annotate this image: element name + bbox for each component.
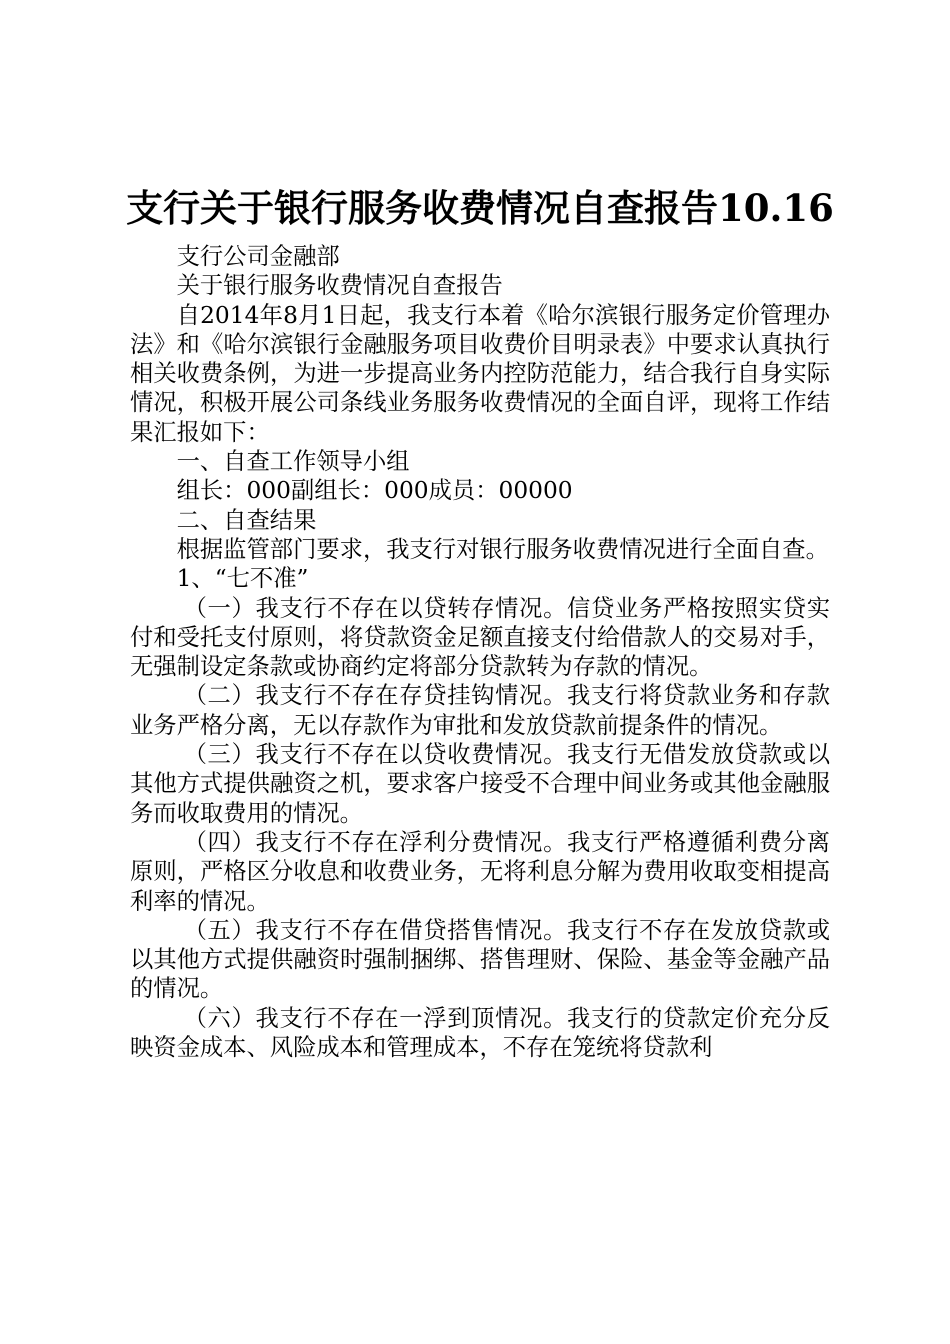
section-heading-1: 一、自查工作领导小组 <box>176 448 410 476</box>
results-intro: 根据监管部门要求，我支行对银行服务收费情况进行全面自查。 <box>176 535 829 563</box>
item-paragraph-5: （五）我支行不存在借贷搭售情况。我支行不存在发放贷款或以其他方式提供融资时强制捆绑、搭售理财、保险、基金等金融产品的情况。 <box>130 916 830 1003</box>
team-members: 组长：000副组长：000成员：00000 <box>176 477 573 505</box>
item-paragraph-4: （四）我支行不存在浮利分费情况。我支行严格遵循利费分离原则，严格区分收息和收费业务，无将利息分解为费用收取变相提高利率的情况。 <box>130 828 830 915</box>
document-title: 支行关于银行服务收费情况自查报告10.16 <box>126 186 834 230</box>
item-paragraph-3: （三）我支行不存在以贷收费情况。我支行无借发放贷款或以其他方式提供融资之机，要求客户接受不合理中间业务或其他金融服务而收取费用的情况。 <box>130 741 830 827</box>
section-heading-2: 二、自查结果 <box>176 506 317 534</box>
item-paragraph-6: （六）我支行不存在一浮到顶情况。我支行的贷款定价充分反映资金成本、风险成本和管理成本，不存在笼统将贷款利 <box>130 1004 830 1062</box>
item-paragraph-2: （二）我支行不存在存贷挂钩情况。我支行将贷款业务和存款业务严格分离，无以存款作为审批和发放贷款前提条件的情况。 <box>130 682 830 739</box>
department-line: 支行公司金融部 <box>176 243 340 270</box>
subsection-heading: 1、“七不准” <box>176 565 309 593</box>
item-paragraph-1: （一）我支行不存在以贷转存情况。信贷业务严格按照实贷实付和受托支付原则，将贷款资金足额直接支付给借款人的交易对手，无强制设定条款或协商约定将部分贷款转为存款的情况。 <box>130 594 830 681</box>
document-page <box>126 180 834 1062</box>
intro-paragraph: 自2014年8月1日起，我支行本着《哈尔滨银行服务定价管理办法》和《哈尔滨银行金融服务项目收费价目明录表》中要求认真执行相关收费条例，为进一步提高业务内控防范能力，结合我行自身实际情况，积极开展公司条线业务服务收费情况的全面自评，现将工作结果汇报如下： <box>130 301 830 446</box>
report-subtitle: 关于银行服务收费情况自查报告 <box>176 272 503 300</box>
